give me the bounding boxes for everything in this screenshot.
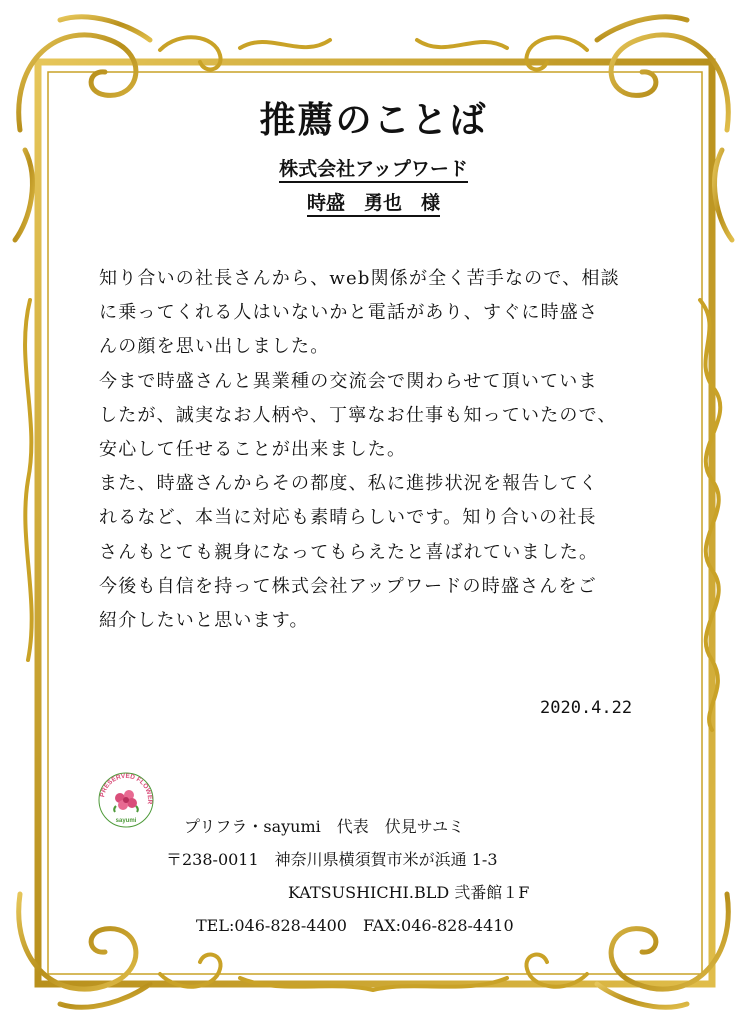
logo-ring-text: PRESERVED FLOWER (99, 772, 154, 805)
footer-signature: プリフラ・sayumi 代表 伏見サユミ (184, 817, 465, 836)
page-title: 推薦のことば (259, 99, 488, 141)
body-line: 今後も自信を持って株式会社アップワードの時盛さんをご (99, 575, 597, 597)
testimonial-body (99, 262, 659, 638)
body-line: に乗ってくれる人はいないかと電話があり、すぐに時盛さ (99, 302, 599, 324)
date: 2020.4.22 (540, 698, 633, 718)
body-line: 紹介したいと思います。 (99, 610, 309, 632)
body-line: したが、誠実なお人柄や、丁寧なお仕事も知っていたので、 (99, 404, 617, 426)
company-name-text: 株式会社アップワード (279, 158, 468, 183)
recipient-name (0, 188, 747, 215)
body-line: さんもとても親身になってもらえたと喜ばれていました。 (99, 541, 599, 563)
body-line: 今まで時盛さんと異業種の交流会で関わらせて頂いていま (99, 370, 598, 392)
preserved-flower-logo (98, 772, 154, 828)
footer-contact: TEL:046-828-4400 FAX:046-828-4410 (196, 916, 514, 935)
body-line: また、時盛さんからその都度、私に進捗状況を報告してく (99, 473, 599, 495)
recipient-name-text: 時盛 勇也 様 (307, 192, 440, 217)
footer-address-line2: KATSUSHICHI.BLD 弐番館１F (288, 883, 530, 902)
company-name (0, 154, 747, 181)
body-line: 安心して任せることが出来ました。 (99, 439, 407, 461)
logo-name: sayumi (115, 818, 137, 824)
footer-address-line1: 〒238-0011 神奈川県横須賀市米が浜通 1-3 (166, 850, 498, 869)
body-line: んの顔を思い出しました。 (99, 336, 330, 358)
body-line: 知り合いの社長さんから、web関係が全く苦手なので、相談 (99, 268, 620, 289)
body-line: れるなど、本当に対応も素晴らしいです。知り合いの社長 (99, 507, 597, 529)
